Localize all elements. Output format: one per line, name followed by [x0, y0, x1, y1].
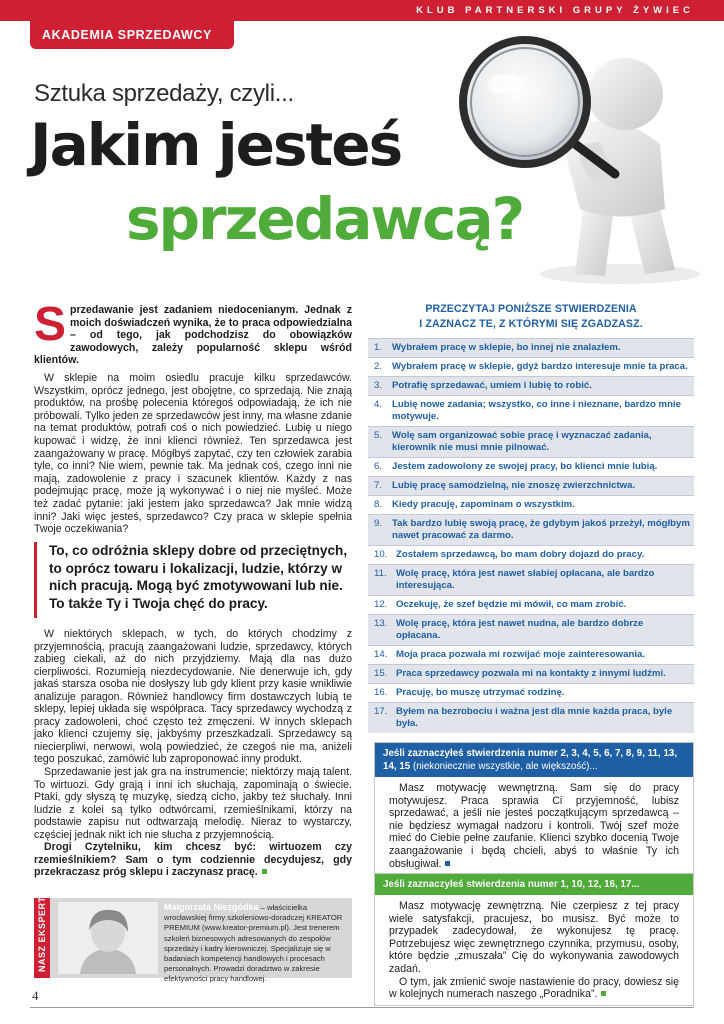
- quiz-item-text: Lubię nowe zadania; wszystko, co inne i nieznane, bardzo mnie motywuje.: [392, 399, 681, 422]
- quiz-heading-line2: I ZAZNACZ TE, Z KTÓRYMI SIĘ ZGADZASZ.: [419, 318, 643, 330]
- top-band: [0, 0, 724, 21]
- quiz-item-text: Wolę pracę, która jest nawet słabiej opłacana, ale bardzo interesująca.: [396, 568, 655, 591]
- article-title-line2: sprzedawcą?: [126, 185, 524, 253]
- quiz-item: [368, 395, 694, 426]
- quiz-item: [368, 476, 694, 495]
- quiz-item-text: Praca sprzedawcy pozwala mi na kontakty z innymi ludźmi.: [396, 668, 666, 679]
- quiz-item-text: Tak bardzo lubię swoją pracę, że gdybym jakoś przeżył, mógłbym nawet pracować za darmo.: [392, 518, 690, 541]
- quiz-item-text: Zostałem sprzedawcą, bo mam dobry dojazd do pracy.: [396, 549, 645, 560]
- quiz-item: [368, 645, 694, 664]
- quiz-item-text: Byłem na bezrobociu i ważna jest dla mnie każda praca, byle była.: [396, 706, 673, 729]
- end-mark-icon: [262, 869, 267, 874]
- quiz-item-text: Wybrałem pracę w sklepie, bo innej nie znalazłem.: [392, 342, 621, 353]
- article-kicker: Sztuka sprzedaży, czyli...: [34, 80, 294, 107]
- quiz-item-number: 3.: [374, 380, 383, 391]
- expert-name: Małgorzata Niezgódka: [164, 902, 259, 912]
- quiz-item-text: Wybrałem pracę w sklepie, gdyż bardzo interesuje mnie ta praca.: [392, 361, 688, 372]
- quiz-item-number: 7.: [374, 480, 383, 491]
- quiz-item-number: 11.: [374, 568, 387, 579]
- drop-cap: S: [34, 298, 67, 351]
- result-box-internal-header: [375, 743, 693, 777]
- expert-box: [34, 896, 352, 984]
- quiz-item-text: Kiedy pracuję, zapominam o wszystkim.: [392, 499, 575, 510]
- expert-portrait-image: [58, 902, 158, 974]
- result-body-text: Masz motywację wewnętrzną. Sam się do pracy motywujesz. Praca sprawia Ci przyjemność, lubisz sprzedawać, a jeśli nie jesteś początkującym sprzedawcą – nie będziesz wymagał nadzoru i kontroli. Twój szef może mieć do Ciebie pełne zaufanie. Klienci szybko docenią Twoje zaangażowanie i będą chcieli, abyś to właśnie Ty ich obsługiwał.: [389, 782, 679, 870]
- quiz-item-text: Lubię pracę samodzielną, nie znoszę zwierzchnictwa.: [392, 480, 636, 491]
- quiz-section: [368, 302, 694, 733]
- magnifier-figure-illustration: [410, 24, 710, 286]
- end-mark-icon: [601, 991, 606, 996]
- intro-text: przedawanie jest zadaniem niedocenianym. Jednak z moich doświadczeń wynika, że to praca odpowiedzialna – od tego, jak podchodzisz do obowiązków zawodowych, zależy popularność sklepu wśród klientów.: [34, 304, 352, 367]
- quiz-item: [368, 495, 694, 514]
- result-text: Masz motywację zewnętrzną. Nie czerpiesz z tej pracy wiele satysfakcji, pracujesz, bo musisz. Być może to przypadek zadecydował, że wykonujesz tę pracę. Potrzebujesz więc zewnętrznego czynnika, przymusu, osoby, które będzie „zmuszała” Cię do wykonywania zawodowych zadań.: [389, 900, 679, 975]
- quiz-item-number: 5.: [374, 430, 383, 441]
- article-paragraph: W niektórych sklepach, w tych, do których chodzimy z przyjemnością, pracują zaangażowani ludzie, sprzedawcy, których zabieg ciekali, aż do nich przyjdziemy. Mają dla nas dużo cierpliwości. Rozumieją niezdecydowanie. Nie denerwuje ich, gdy jakaś starsza osoba nie dosłyszy lub gdy klient przy kasie wnikliwie analizuje paragon. Również handlowcy firm dostawczych lubią te sklepy, lepiej układa się współpraca. Tacy sprzedawcy wychodzą z pracy zadowoleni, choć często też zmęczeni. W innych sklepach jako klienci czujemy się, jakbyśmy przeszkadzali. Sprzedawcy są niecierpliwi, nerwowi, wolą powiedzieć, że czegoś nie ma, aniżeli tego poszukać, zamówić lub zaproponować inny produkt.: [34, 628, 352, 766]
- pull-quote: To, co odróżnia sklepy dobre od przeciętnych, to oprócz towaru i lokalizacji, ludzie, którzy w nich pracują. Mogą być zmotywowani lub nie. To także Ty i Twoja chęć do pracy.: [34, 542, 352, 618]
- quiz-item-text: Potrafię sprzedawać, umiem i lubię to robić.: [392, 380, 592, 391]
- quiz-heading-line1: PRZECZYTAJ PONIŻSZE STWIERDZENIA: [425, 303, 637, 315]
- quiz-item-number: 14.: [374, 649, 388, 660]
- page-number: 4: [32, 988, 39, 1003]
- quiz-item: [368, 338, 694, 357]
- result-box-external: [374, 873, 694, 1006]
- quiz-item: [368, 426, 694, 457]
- quiz-item: [368, 614, 694, 645]
- quiz-item: [368, 514, 694, 545]
- quiz-item: [368, 595, 694, 614]
- result-text: [389, 976, 679, 1001]
- quiz-item: [368, 664, 694, 683]
- quiz-item-text: Wolę pracę, która jest nawet nudna, ale bardzo dobrze opłacana.: [396, 618, 644, 641]
- quiz-item-number: 4.: [374, 399, 383, 410]
- article-closing: [34, 841, 352, 879]
- quiz-item-text: Moja praca pozwala mi rozwijać moje zainteresowania.: [396, 649, 645, 660]
- quiz-item-number: 2.: [374, 361, 383, 372]
- quiz-item: [368, 357, 694, 376]
- expert-bio: [164, 902, 348, 985]
- quiz-item-text: Pracuję, bo muszę utrzymać rodzinę.: [396, 687, 565, 698]
- quiz-item-number: 16.: [374, 687, 388, 698]
- quiz-item-number: 6.: [374, 461, 383, 472]
- quiz-item-number: 17.: [374, 706, 388, 717]
- result-box-external-header: Jeśli zaznaczyłeś stwierdzenia numer 1, 10, 12, 16, 17...: [375, 874, 693, 895]
- article-title-line1: Jakim jesteś: [30, 111, 402, 179]
- result-head-note: (niekoniecznie wszystkie, ale większość)...: [410, 761, 598, 772]
- quiz-item-number: 10.: [374, 549, 388, 560]
- quiz-item: [368, 702, 694, 733]
- article-intro: [34, 298, 352, 367]
- quiz-heading: [368, 302, 694, 332]
- quiz-item-text: Jestem zadowolony ze swojej pracy, bo klienci mnie lubią.: [392, 461, 658, 472]
- result-box-internal: [374, 742, 694, 875]
- quiz-item: [368, 564, 694, 595]
- quiz-item: [368, 683, 694, 702]
- quiz-item-number: 1.: [374, 342, 383, 353]
- section-tab: [30, 19, 234, 49]
- quiz-item-number: 15.: [374, 668, 388, 679]
- expert-tab-label: NASZ EKSPERT: [37, 896, 47, 972]
- article-paragraph: Sprzedawanie jest jak gra na instrumencie; niektórzy mają talent. To wirtuozi. Gdy grają i inni ich słuchają, zapominają o świecie. Ptaki, gdy słyszą tę muzykę, siedzą cicho, jakby też słuchały. Inni ludzie z kolei są tylko odtwórcami, rzemieślnikami, którzy na podstawie zapisu nut odtwarzają melodię. Nieraz to wystarczy, częściej jednak nikt ich nie słucha z przyjemnością.: [34, 766, 352, 841]
- end-mark-icon: [445, 861, 450, 866]
- club-name: KLUB PARTNERSKI GRUPY ŻYWIEC: [416, 5, 694, 16]
- quiz-item: [368, 376, 694, 395]
- quiz-item: [368, 545, 694, 564]
- quiz-item-text: Wolę sam organizować sobie pracę i wyznaczać zadania, kierownik nie musi mnie pilnować.: [392, 430, 652, 453]
- quiz-item-number: 9.: [374, 518, 383, 529]
- quiz-item-number: 8.: [374, 499, 383, 510]
- result-text: [389, 782, 679, 870]
- bottom-rule: [30, 1007, 694, 1008]
- article-paragraph: W sklepie na moim osiedlu pracuje kilku sprzedawców. Wszystkim, oprócz jednego, jest obojętne, co sprzedają. Nie znają produktów, na prośbę polecenia któregoś odpowiadają, że ich nie próbowali. Tylko jeden ze sprzedawców jest inny, ma własne zdanie na temat produktów, potrafi coś o nich powiedzieć. Lubię u niego kupować i widzę, że inni klienci również. Ten sprzedawca jest zaangażowany w pracę. Mógłbyś zapytać, czy ten człowiek zarabia tyle, co inni? Nie wiem, pewnie tak. Ma jednak coś, czego inni nie mają, zadowolenie z pracy i szacunek klientów. Każdy z nas podejmując pracę, może ją wykonywać i o niej nie myśleć. Może też zadać pytanie: jaki jestem jako sprzedawca? Jak mnie widzą inni? Jaki więc jesteś, sprzedawco? Czy praca w sklepie spełnia Twoje oczekiwania?: [34, 371, 352, 536]
- result-box-internal-body: [375, 777, 693, 874]
- quiz-item-number: 12.: [374, 599, 388, 610]
- quiz-item-number: 13.: [374, 618, 388, 629]
- quiz-item: [368, 457, 694, 476]
- article-body-bottom: [34, 628, 352, 879]
- expert-bio-text: – właścicielka wrocławskiej firmy szkoleniowo-doradczej KREATOR PREMIUM (www.kreator-premium.pl). Jest trenerem szkoleń biznesowych adresowanych do zespołów sprzedaży i kadry kierowniczej. Specjalizuje się w badaniach kompetencji handlowych i procesach personalnych. Prowadzi doradztwo w zakresie efektywności pracy handlowej.: [164, 903, 343, 984]
- closing-text: Drogi Czytelniku, kim chcesz być: wirtuozem czy rzemieślnikiem? Sam o tym codziennie decydujesz, gdy przekraczasz próg sklepu i zaczynasz pracę.: [34, 841, 352, 879]
- section-label: AKADEMIA SPRZEDAWCY: [42, 28, 212, 42]
- expert-tab: [34, 898, 50, 978]
- quiz-list: [368, 338, 694, 733]
- result-box-external-body: [375, 895, 693, 1005]
- result-head-text: Jeśli zaznaczyłeś stwierdzenia numer 2, 3, 4, 5, 6, 7, 8, 9, 11, 13, 14, 15: [383, 748, 678, 772]
- result-body-text: O tym, jak zmienić swoje nastawienie do pracy, dowiesz się w kolejnych numerach naszego „Poradnika”.: [389, 975, 679, 1001]
- article-body-top: [34, 298, 352, 536]
- quiz-item-text: Oczekuję, że szef będzie mi mówił, co mam zrobić.: [396, 599, 627, 610]
